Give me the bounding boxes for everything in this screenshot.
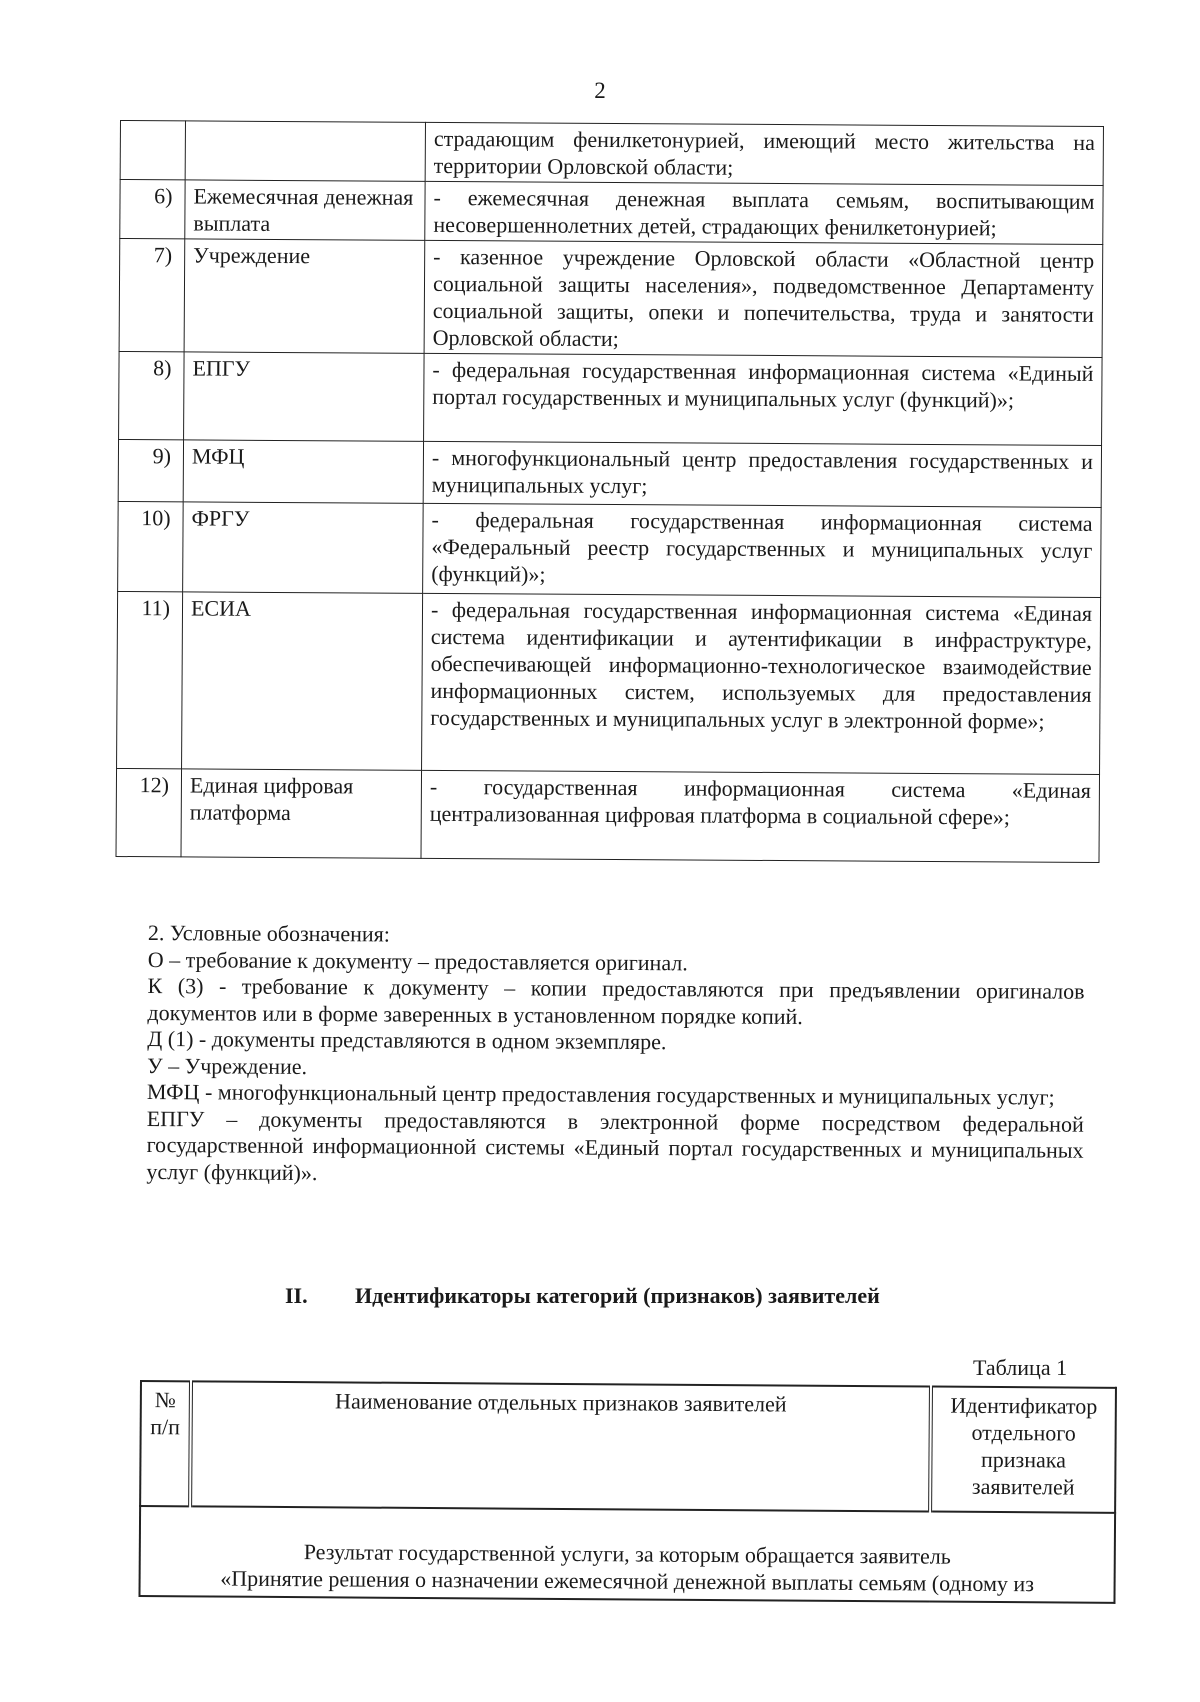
row-term: Единая цифровая платформа [181,769,422,858]
service-result-line: Результат государственной услуги, за которым обращается заявитель [303,1539,951,1569]
table-row [117,591,1101,774]
row-number: 10) [118,501,184,591]
row-number: 8) [119,351,185,439]
section-number: II. [285,1283,308,1308]
row-term: ФРГУ [183,502,424,593]
table-header-row [140,1381,1116,1513]
definitions-table [115,120,1103,863]
row-description: - государственная информационная система «Единая централизованная цифровая платформа в социальной сфере»; [421,770,1100,862]
page-number: 2 [594,78,606,103]
header-feature-name: Наименование отдельных признаков заявителей [190,1381,931,1511]
row-description: - казенное учреждение Орловской области «Областной центр социальной защиты населения», подведомственное Департаменту социальной защиты, опеки и попечительства, труда и занятости Орловской области; [424,240,1103,357]
note-item: К (3) - требование к документу – копии предоставляются при предъявлении оригиналов документов или в форме заверенных в установленном порядке копий. [147,972,1085,1029]
header-number: № п/п [140,1381,191,1506]
row-term [185,121,425,181]
row-description: - ежемесячная денежная выплата семьям, воспитывающим несовершеннолетних детей, страдающих фенилкетонурией; [425,181,1103,244]
note-item: МФЦ - многофункциональный центр предоставления государственных и муниципальных услуг; [146,1078,1055,1110]
row-description: - федеральная государственная информационная система «Единый портал государственных и муниципальных услуг (функций)»; [424,353,1103,445]
table-row [139,1506,1115,1603]
row-number: 11) [117,591,183,768]
table-caption: Таблица 1 [973,1355,1068,1380]
table-row [118,501,1102,597]
notes-section [146,920,1085,1191]
row-term: Учреждение [184,239,425,353]
table-row [119,239,1103,358]
section-title: Идентификаторы категорий (признаков) заявителей [355,1283,880,1308]
table-row [120,121,1103,186]
notes-heading: 2. Условные обозначения: [147,920,391,947]
row-number: 6) [120,180,185,239]
service-result-line: «Принятие решения о назначении ежемесячной денежной выплаты семьям (одному из [220,1565,1035,1597]
table-row [120,180,1103,245]
note-item: ЕПГУ – документы предоставляются в электронной форме посредством федеральной государственной информационной системы «Единый портал государственных и муниципальных услуг (функций)». [146,1105,1084,1185]
row-number: 9) [118,439,183,501]
row-number: 7) [119,239,185,352]
table-row [118,439,1101,507]
section-heading [285,1283,1005,1309]
applicant-features-table [138,1380,1116,1604]
row-term: МФЦ [183,440,423,503]
table-row [119,351,1103,445]
row-description: - федеральная государственная информационная система «Единая система идентификации и аутентификации в инфраструктуре, обеспечивающей информационно-технологическое взаимодействие информационных систем, используемых для предоставления государственных и муниципальных услуг в электронной форме»; [422,593,1101,774]
row-description: - федеральная государственная информационная система «Федеральный реестр государственных и муниципальных услуг (функций)»; [423,503,1102,597]
row-description: страдающим фенилкетонурией, имеющий место жительства на территории Орловской области; [425,122,1103,185]
row-number [120,121,185,180]
row-number: 12) [116,768,182,856]
row-term: Ежемесячная денежная выплата [185,180,425,240]
note-item: О – требование к документу – предоставляется оригинал. [147,946,688,975]
table-row [116,768,1100,862]
note-item: Д (1) - документы представляются в одном экземпляре. [147,1025,667,1055]
note-item: У – Учреждение. [147,1052,308,1079]
service-result-cell [139,1506,1115,1603]
header-identifier: Идентификатор отдельного признака заявителей [930,1387,1116,1513]
row-term: ЕПГУ [184,352,425,441]
row-description: - многофункциональный центр предоставления государственных и муниципальных услуг; [423,441,1101,507]
row-term: ЕСИА [182,592,423,770]
